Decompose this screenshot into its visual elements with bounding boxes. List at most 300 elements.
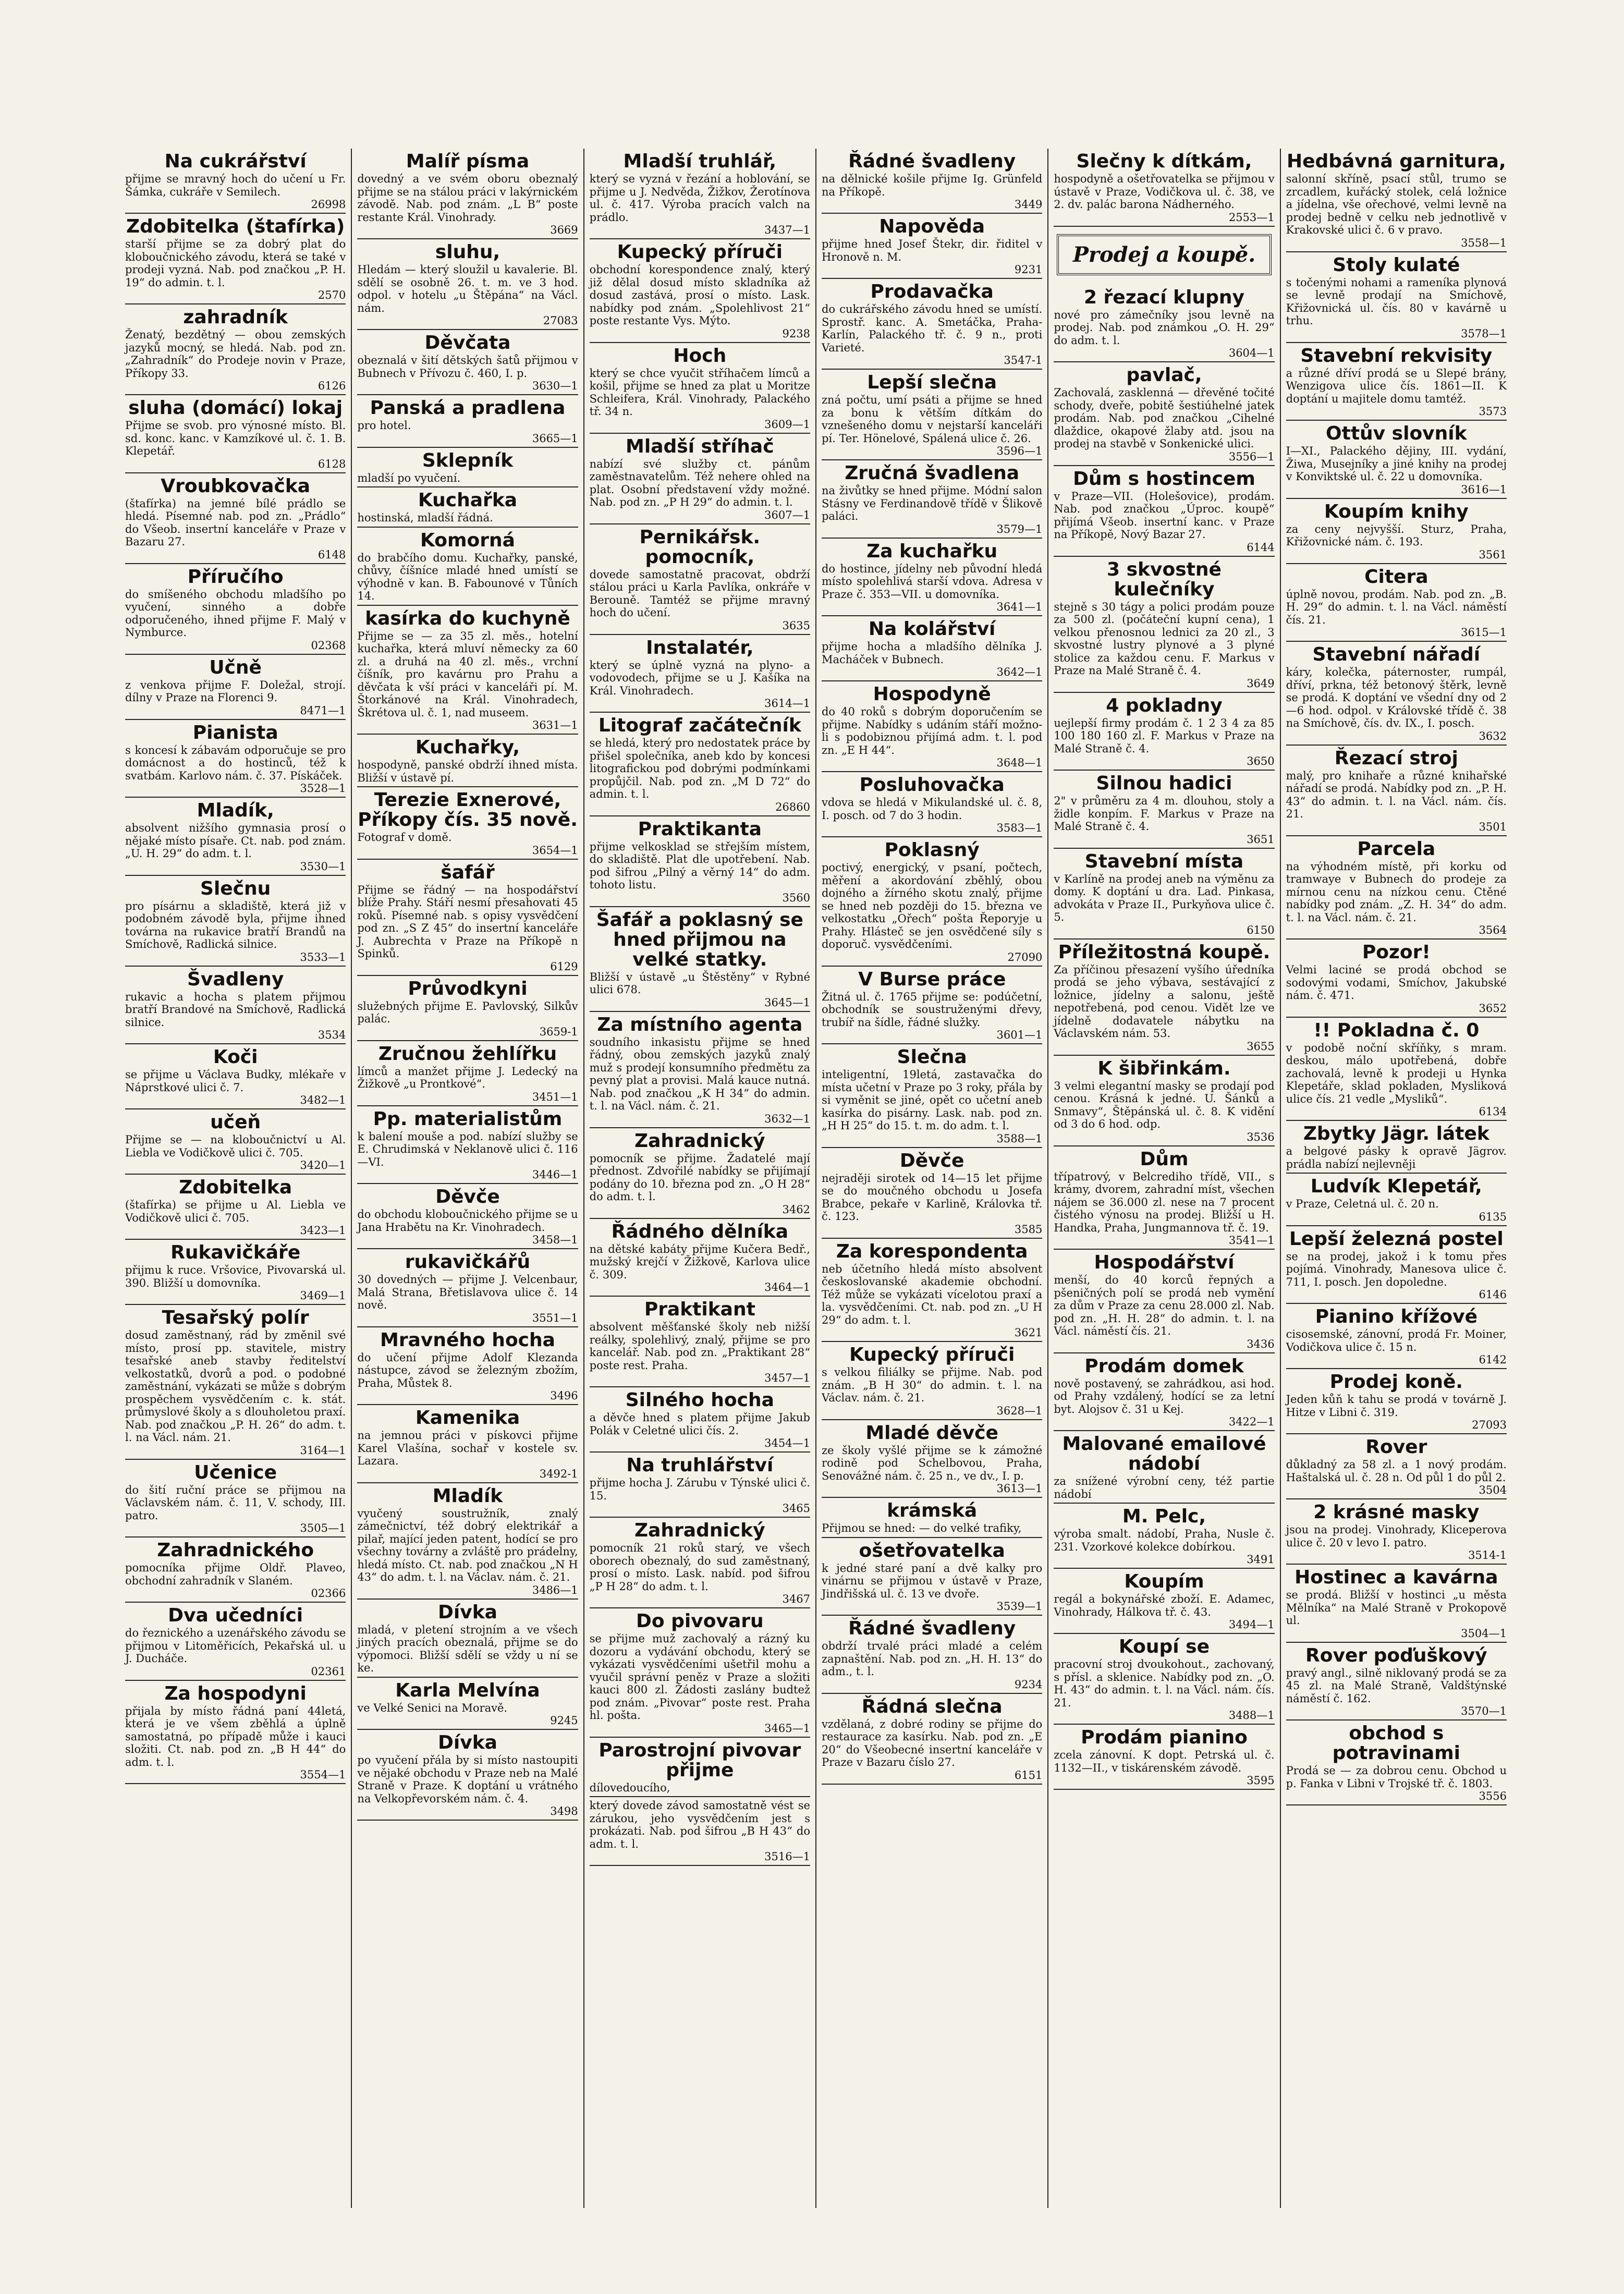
classified-ad (1054, 1569, 1274, 1634)
ad-reference-number: 3541—1 (1228, 1234, 1275, 1247)
column-2 (352, 149, 584, 2208)
ad-text: absolvent nižšího gymnasia prosí o nějaké místo písaře. Ct. nab. pod znám. „U. H. 29“ do adm. t. l. (125, 822, 346, 860)
classified-ad (1286, 343, 1507, 421)
ad-text: menší, do 40 korců řepných a pšeničných polí se prodá neb vymění za dům v Praze za cenu 28.000 zl. Nab. pod zn. „H. H. 28“ do admin. t. l. na Václ. náměstí čís. 21. (1054, 1274, 1275, 1337)
ad-headline: Děvče (899, 1150, 964, 1172)
ad-headline: Řezací stroj (1334, 747, 1458, 769)
ad-text: dovedný a ve svém oboru obeznalý přijme se na stálou práci v lakýrnickém závodě. Nab. pod znám. „L B“ poste restante Král. Vinohrady. (357, 173, 578, 224)
ad-reference-number: 3547-1 (1004, 354, 1043, 367)
ad-text: na živůtky se hned přijme. Módní salon Stásny ve Ferdinandově třídě v Šlikově paláci. (821, 484, 1043, 522)
ad-headline: Za kuchařku (866, 540, 998, 562)
classified-ad (590, 524, 810, 635)
column-5 (1048, 149, 1280, 2208)
ad-reference-number: 3609—1 (764, 418, 810, 431)
ad-headline: Kuchařky, (415, 737, 520, 758)
ad-reference-number: 3488—1 (1228, 1709, 1275, 1722)
classified-ad (822, 616, 1042, 681)
ad-headline: Napověda (879, 216, 985, 237)
column-6 (1281, 149, 1512, 2208)
classified-ad (1286, 252, 1507, 343)
ad-reference-number: 26860 (775, 800, 810, 813)
ad-headline: Komorná (420, 529, 515, 551)
classified-ad (357, 1249, 578, 1327)
ad-reference-number: 3454—1 (764, 1437, 810, 1449)
ad-headline: Dívka (438, 1732, 497, 1753)
ad-headline: M. Pelc, (1122, 1506, 1206, 1527)
ad-headline: Stavební rekvisity (1300, 345, 1493, 367)
ad-headline: !! Pokladna č. 0 (1313, 1019, 1480, 1041)
classified-ad (1054, 1250, 1274, 1353)
classified-ad (590, 1608, 810, 1738)
ad-headline: Dva učedníci (168, 1605, 303, 1626)
ad-reference-number: 3457—1 (764, 1372, 810, 1384)
ad-text: přijme hned Josef Štekr, dir. řiditel v Hronově n. M. (821, 238, 1043, 263)
classified-ad (590, 149, 810, 239)
ad-headline: Lepší železná postel (1289, 1228, 1504, 1250)
ad-text: absolvent měšťanské školy neb nižší reálky, spolehlivý, znalý, přijme se pro kancelář. Nab. pod zn. „Praktikant 28“ poste rest. Praha. (589, 1321, 810, 1372)
ad-reference-number: 3564 (1479, 924, 1507, 936)
ad-reference-number: 3486—1 (532, 1583, 578, 1596)
ad-reference-number: 3588—1 (996, 1132, 1043, 1145)
ad-headline: sluha (domácí) lokaj (128, 397, 343, 419)
ad-reference-number: 3496 (550, 1389, 578, 1402)
ad-headline: Praktikanta (638, 818, 762, 840)
ad-text: stejně s 30 tágy a polici prodám pouze za 500 zl. (počáteční kupní cena), 1 velkou přenosnou lednici za 20 zl., 3 skvostné lustry plynové a 3 plyné stolice za každou cenu. F. Markus v Praze na Malé Straně č. 4. (1054, 600, 1275, 677)
ad-headline: Zdobitelka (štafírka) (126, 216, 345, 237)
ad-text: neb účetního hledá místo absolvent českoslovanské akademie obchodní. Též může se vykázati vícelotou praxí a la. vysvědčeními. Ct. nab. pod zn. „U H 29“ do adm. t. l. (821, 1262, 1043, 1326)
ad-reference-number: 3604—1 (1228, 347, 1275, 359)
ad-reference-number: 3651 (1247, 833, 1275, 846)
classified-ad (590, 816, 810, 907)
ad-reference-number: 3504 (1479, 1484, 1507, 1496)
ad-headline: Parcela (1357, 838, 1436, 860)
ad-text: úplně novou, prodám. Nab. pod zn. „B. H. 29“ do admin. t. l. na Václ. náměstí čís. 21. (1286, 588, 1507, 626)
classified-ad (125, 967, 346, 1045)
ad-text: třípatrový, v Belcrediho třídě, VII., s krámy, dvorem, zahradní míst, všechen nájem se 36.000 zl. nese na 7 procent čistého výnosu na prodej. Bližší u H. Handka, Praha, Jungmannova tř. č. 19. (1054, 1170, 1275, 1234)
ad-reference-number: 02361 (311, 1665, 346, 1678)
classified-ad (125, 876, 346, 967)
ad-headline: Příležitostná koupě. (1058, 941, 1271, 963)
ad-text: 3 velmi elegantní masky se prodají pod cenou. Krásná k jedné. U. Šánků a Snmavy“, Štěpánská ul. č. 8. K vidění od 3 do 6 hod. odp. (1054, 1079, 1275, 1130)
ad-headline: V Burse práce (858, 968, 1006, 990)
classified-ad (1286, 499, 1507, 564)
ad-headline: Litograf začátečník (598, 715, 801, 736)
ad-headline: Dívka (438, 1601, 497, 1623)
section-banner: Prodej a koupě. (1057, 234, 1271, 275)
classified-ad (125, 564, 346, 655)
ad-reference-number: 3501 (1479, 820, 1507, 833)
ad-text: do hostince, jídelny neb původní hledá místo spolehlivá starší vdova. Adresa v Praze č. 353—VII. u domovníka. (821, 562, 1043, 601)
classified-ad (1286, 1304, 1507, 1369)
classified-ad (822, 539, 1042, 617)
ad-reference-number: 3645—1 (764, 996, 810, 1009)
ad-reference-number: 3536 (1247, 1130, 1275, 1143)
ad-reference-number: 3530—1 (300, 860, 346, 873)
ad-text: Velmi laciné se prodá obchod se sodovými vodami, Smíchov, Jakubské nám. č. 471. (1286, 963, 1507, 1002)
ad-reference-number: 3556—1 (1228, 450, 1275, 463)
ad-text: dílovedoucího, (589, 1781, 670, 1794)
ad-reference-number: 3631—1 (532, 719, 578, 731)
ad-reference-number: 3558—1 (1461, 236, 1507, 249)
ad-reference-number: 3534 (318, 1029, 346, 1041)
classified-ad (125, 1460, 346, 1538)
ad-headline: Slečnu (200, 877, 271, 899)
classified-ad (822, 837, 1042, 967)
classified-ad (357, 976, 578, 1041)
ad-headline: Prodám pianino (1081, 1727, 1248, 1748)
ad-text: se hledá, který pro nedostatek práce by přišel společníka, aneb kdo by koncesi litografickou pod dobrými podmínkami propůjčil. Nab. pod zn. „M D 72“ do admin. t. l. (589, 737, 810, 800)
classified-ad (357, 735, 578, 787)
ad-reference-number: 9245 (550, 1714, 578, 1727)
ad-text: který dovede závod samostatně vést se zárukou, jeho vysvědčením jest s prokázati. Nab. pod šifrou „B H 43“ do adm. t. l. (589, 1799, 810, 1850)
classified-ad (590, 343, 810, 434)
ad-text: služebných přijme E. Pavlovský, Silkův palác. (357, 999, 578, 1025)
ad-headline: Praktikant (644, 1299, 755, 1320)
ad-text: dosud zaměstnaný, rád by změnil své místo, prosí pp. stavitele, mistry tesařské aneb stavby ředitelství velkostatků, dvorů a pod. o podobné zaměstnání, vykázati se může s dobrým prospěchem vysvědčením c. k. stát. průmyslové školy a s dlouholetou praxí. Nab. pod značkou „P. H. 26“ do adm. t. l. na Václ. nám. 21. (125, 1329, 346, 1444)
ad-headline: Slečny k dítkám, (1076, 151, 1252, 172)
ad-text: obchodní korespondence znalý, který již dělal dosud místo skladníka až dosud zastává, prosí o místo. Lask. nabídky pod znám. „Spolehlivost 21“ poste restante Vys. Mýto. (589, 263, 810, 327)
ad-reference-number: 27083 (543, 314, 578, 327)
ad-headline: Prodám domek (1084, 1355, 1244, 1377)
ad-text: přijme se mravný hoch do učení u Fr. Šámka, cukráře v Semilech. (125, 173, 346, 198)
ad-text: s velkou filiálky se přijme. Nab. pod znám. „B H 30“ do admin. t. l. na Václav. nám. č. 21. (821, 1366, 1043, 1404)
classified-ad (1286, 1369, 1507, 1434)
classified-ad (357, 1483, 578, 1600)
ad-headline: Kuchařka (418, 490, 518, 511)
classified-ad (590, 1387, 810, 1453)
ad-text: mladá, v pletení strojním a ve všech jiných pracích obeznalá, přijme se do výpomoci. Bližší sdělí se vždy u ní se ke. (357, 1623, 578, 1674)
classified-ad (357, 239, 578, 330)
ad-text: přijme hocha a mladšího dělníka J. Macháček v Bubnech. (821, 640, 1043, 666)
ad-headline: Mladík, (197, 800, 274, 821)
classified-ad (590, 239, 810, 343)
classified-ad (822, 1538, 1042, 1616)
ad-reference-number: 3556 (1479, 1790, 1507, 1802)
classified-ad (1286, 1121, 1507, 1174)
ad-headline: ošetřovatelka (859, 1540, 1005, 1561)
ad-text: v Praze, Celetná ul. č. 20 n. (1286, 1198, 1439, 1210)
ad-reference-number: 3613—1 (996, 1482, 1043, 1495)
ad-headline: učeň (210, 1112, 261, 1133)
ad-reference-number: 9238 (782, 327, 810, 340)
classified-ad (590, 635, 810, 713)
classified-ad (357, 149, 578, 239)
ad-text: pomocníka přijme Oldř. Plaveo, obchodní zahradník v Slaném. (125, 1561, 346, 1587)
ad-reference-number: 3573 (1479, 405, 1507, 418)
classified-ad (1054, 1353, 1274, 1432)
ad-text: (štafírka) se přijme u Al. Liebla ve Vodičkově ulici č. 705. (125, 1199, 346, 1224)
ad-reference-number: 3614—1 (764, 697, 810, 710)
ad-reference-number: 3616—1 (1461, 483, 1507, 496)
ad-reference-number: 3579—1 (996, 522, 1043, 535)
classified-ad (1054, 1146, 1274, 1250)
ad-reference-number: 6150 (1247, 923, 1275, 936)
classified-ad (1286, 1174, 1507, 1226)
ad-text: Jeden kůň k tahu se prodá v továrně J. Hitze v Libni č. 319. (1286, 1393, 1507, 1419)
ad-reference-number: 6142 (1479, 1353, 1507, 1366)
classified-ad (125, 798, 346, 876)
ad-reference-number: 3551—1 (532, 1311, 578, 1324)
classified-ad (125, 655, 346, 720)
ad-reference-number: 6135 (1479, 1210, 1507, 1223)
ad-reference-number: 3482—1 (300, 1094, 346, 1106)
ad-text: hospodyně a ošetřovatelka se přijmou v ústavě v Praze, Vodičkova ul. č. 38, ve 2. dv. palác barona Nádherného. (1054, 173, 1275, 211)
ad-headline: Koči (213, 1046, 258, 1068)
ad-headline: 2 krásné masky (1313, 1502, 1480, 1523)
ad-text: límců a manžet přijme J. Ledecký na Žižkově „u Prontkové“. (357, 1065, 578, 1090)
classified-ad (1286, 836, 1507, 940)
classified-ad (357, 1184, 578, 1249)
ad-text: vyučený soustružník, znalý zámečnictví, též dobrý elektrikář a pilař, mající jeden patent, hodící se pro všechny továrny a zvláště pro prádelny, hledá místo. Ct. nab. pod značkou „N H 43“ do adm. t. l. na Václav. nám. č. 21. (357, 1507, 578, 1583)
ad-headline: Průvodkyni (408, 978, 528, 999)
classified-ad (590, 1219, 810, 1297)
ad-headline: Lepší slečna (867, 372, 997, 393)
ad-text: Přijme se svob. pro výnosné místo. Bl. sd. konc. kanc. v Kamzíkové ul. č. 1. B. Klepetář. (125, 419, 346, 457)
ad-headline: Dům (1140, 1148, 1189, 1170)
classified-ad (357, 1106, 578, 1185)
classified-ad (125, 1109, 346, 1175)
ad-headline: Učně (209, 656, 262, 678)
ad-reference-number: 3533—1 (300, 950, 346, 963)
classified-ad (1054, 1725, 1274, 1790)
classified-ad (1054, 362, 1274, 466)
classified-ad (1054, 466, 1274, 557)
classified-ad (590, 1297, 810, 1387)
ad-text: káry, kolečka, páternoster, rumpál, dříví, prkna, též betonový štěrk, levně se prodá. K doptání ve všední dny od 2—6 hod. odpol. v Královské třídě č. 38 na Smíchově, čís. dv. IX., I. posch. (1286, 666, 1507, 729)
classified-ad (1054, 1056, 1274, 1146)
ad-headline: Zručnou žehlířku (378, 1043, 557, 1065)
ad-reference-number: 3650 (1247, 755, 1275, 767)
ad-headline: Zahradnického (157, 1540, 314, 1561)
ad-text: pomocník se přijme. Žadatelé mají přednost. Zdvořilé nabídky se přijímají podány do 10. března pod zn. „O H 28“ do adm. t. l. (589, 1152, 810, 1203)
ad-reference-number: 6126 (318, 380, 346, 392)
ad-headline: krámská (887, 1500, 978, 1521)
ad-headline: K šibřinkám. (1097, 1057, 1231, 1079)
ad-reference-number: 3669 (550, 224, 578, 236)
ad-reference-number: 3458—1 (532, 1234, 578, 1246)
ad-reference-number: 3498 (550, 1805, 578, 1817)
classified-ad (590, 1738, 810, 1798)
ad-headline: Rukavičkáře (170, 1242, 301, 1263)
ad-headline: Pernikářsk. pomocník, (639, 526, 761, 568)
ad-text: který se vyzná v řezání a hoblování, se přijme u J. Nedvěda, Žižkov, Žerotínova ul. č. 417. Výroba pracích valch na prádlo. (589, 173, 810, 224)
classified-ad (590, 1797, 810, 1866)
classified-ad (357, 1730, 578, 1821)
ad-text: obeznalá v šití dětských šatů přijmou v Bubnech v Přívozu č. 460, I. p. (357, 354, 578, 380)
ad-reference-number: 3467 (782, 1593, 810, 1605)
ad-reference-number: 8471—1 (300, 704, 346, 717)
ad-headline: Silnou hadici (1096, 773, 1232, 794)
ad-headline: rukavičkářů (405, 1251, 531, 1273)
ad-headline: Kupecký příruči (617, 241, 783, 263)
ad-text: rukavic a hocha s platem přijmou bratří Brandové na Smíchově, Radlická silnice. (125, 990, 346, 1029)
ad-reference-number: 3164—1 (300, 1444, 346, 1457)
ad-text: do cukrářského závodu hned se umístí. Sprostř. kanc. A. Smetáčka, Praha-Karlín, Palackého tř. č. 9 n., proti Varieté. (821, 303, 1043, 354)
ad-reference-number: 3628—1 (996, 1404, 1043, 1417)
ad-reference-number: 3491 (1247, 1553, 1275, 1566)
ad-headline: Zahradnický (634, 1130, 765, 1152)
ad-headline: Prodavačka (870, 281, 994, 302)
ad-headline: Vroubkovačka (161, 475, 311, 497)
ad-headline: Sklepník (422, 449, 514, 471)
ad-headline: Koupí se (1118, 1636, 1210, 1657)
classified-ad (822, 149, 1042, 214)
ad-reference-number: 3451—1 (532, 1090, 578, 1103)
classified-ad (125, 304, 346, 395)
ad-text: 2" v průměru za 4 m. dlouhou, stoly a židle konpím. F. Markus v Praze na Malé Straně č. 4. (1054, 795, 1275, 833)
ad-headline: Ludvík Klepetář, (1310, 1176, 1482, 1197)
ad-reference-number: 6134 (1479, 1105, 1507, 1118)
ad-headline: 2 řezací klupny (1083, 286, 1244, 308)
ad-text: mladší po vyučení. (357, 471, 461, 484)
classified-ad (1054, 557, 1274, 693)
ad-reference-number: 6151 (1014, 1768, 1043, 1781)
ad-reference-number: 3649 (1247, 677, 1275, 690)
ad-reference-number: 3632 (1479, 729, 1507, 742)
ad-text: Přijme se — na kloboučnictví u Al. Liebla ve Vodičkově ulici č. 705. (125, 1133, 346, 1159)
ad-reference-number: 3423—1 (300, 1224, 346, 1237)
ad-text: do učení přijme Adolf Klezanda nástupce, závod se železným zbožím, Praha, Můstek 8. (357, 1351, 578, 1389)
ad-headline: Děvče (435, 1186, 500, 1207)
ad-headline: Koupím knihy (1324, 501, 1469, 522)
ad-text: k jedné staré paní a dvě kalky pro vinárnu se přijmou v ústavě v Praze, Jindřišská ul. č. 13 ve dvoře. (821, 1561, 1043, 1600)
ad-reference-number: 3665—1 (532, 432, 578, 445)
classified-ad (1286, 1434, 1507, 1499)
classified-ad (357, 787, 578, 860)
classified-ad (822, 279, 1042, 370)
ad-headline: Ottův slovník (1326, 423, 1467, 444)
ad-reference-number: 26998 (311, 198, 346, 211)
ad-text: za snížené výrobní ceny, též partie nádobí (1054, 1475, 1275, 1500)
ad-reference-number: 3635 (782, 619, 810, 632)
ad-text: (štafírka) na jemné bílé prádlo se hledá. Písemné nab. pod zn. „Prádlo“ do Všeob. insertní kanceláře v Praze v Bazaru 27. (125, 497, 346, 548)
ad-headline: Řádné švadleny (848, 1618, 1016, 1639)
classified-ad (125, 720, 346, 798)
column-4 (816, 149, 1048, 2208)
classified-ad (1054, 693, 1274, 771)
ad-headline: Příručího (187, 566, 284, 588)
ad-headline: Zručná švadlena (845, 462, 1020, 484)
ad-text: pracovní stroj dvoukohout., zachovaný, s přísl. a sklenice. Nabídky pod zn. „O. H. 43“ do admin. t. l. na Václ. nám. čís. 21. (1054, 1658, 1275, 1709)
ad-headline: Slečna (897, 1046, 967, 1068)
classified-ad (590, 434, 810, 524)
ad-text: starší přijme se za dobrý plat do kloboučnického závodu, která se také v prodeji vyzná. Nab. pod značkou „P. H. 19“ do admin. t. l. (125, 238, 346, 289)
ad-headline: Švadleny (187, 968, 284, 990)
classified-ad (822, 1342, 1042, 1420)
ad-reference-number: 3504—1 (1461, 1627, 1507, 1640)
ad-text: Prodá se — za dobrou cenu. Obchod u p. Fanka v Libni v Trojské tř. č. 1803. (1286, 1764, 1507, 1790)
ad-headline: Mravného hocha (380, 1329, 555, 1351)
ad-text: 30 dovedných — přijme J. Velcenbaur, Malá Strana, Břetislavova ulice č. 14 nově. (357, 1273, 578, 1311)
classified-columns (120, 149, 1512, 2208)
ad-text: ze školy vyšlé přijme se k zámožné rodině pod Schelbovou, Praha, Senovážné nám. č. 25 n., ve dv., I. p. (821, 1444, 1043, 1482)
classified-ad (822, 1616, 1042, 1694)
classified-ad (357, 1678, 578, 1730)
classified-ad (125, 395, 346, 473)
ad-text: Bližší v ústavě „u Štěstěny“ v Rybné ulici 678. (589, 970, 810, 996)
ad-reference-number: 3585 (1014, 1223, 1043, 1236)
classified-ad (1286, 1643, 1507, 1721)
ad-headline: Pianista (192, 722, 278, 743)
classified-ad (1286, 746, 1507, 836)
ad-text: nabízí své služby ct. pánům zaměstnavatelům. Též nehere ohled na plat. Osobní představení vždy možné. Nab. pod zn. „P H 29“ do admin. t. l. (589, 457, 810, 508)
ad-text: z venkova přijme F. Doležal, strojí. dílny v Praze na Florenci 9. (125, 678, 346, 704)
column-3 (584, 149, 816, 2208)
ad-reference-number: 2570 (318, 289, 346, 301)
ad-text: malý, pro knihaře a různé knihařské nářadí se prodá. Nabídky pod zn. „P. H. 43“ do admin. t. l. na Václ. nám. čís. 21. (1286, 769, 1507, 820)
ad-text: a belgové pásky k opravě Jägrov. prádla nabízí nejlevněji (1286, 1145, 1507, 1170)
ad-reference-number: 6148 (318, 548, 346, 561)
ad-text: v podobě noční skříňky, s mram. deskou, málo upotřebená, dobře zachovalá, levně k prodeji u Hynka Klepetáře, sklad pokladen, Mysliková ulice čís. 21 vedle „Mysliků“. (1286, 1041, 1507, 1105)
ad-headline: Mladší truhlář, (623, 151, 777, 172)
ad-text: pro písárnu a skladiště, která již v podobném závodě byla, přijme ihned továrna na rukavice bratří Brandů na Smíchově, Radlická silnice. (125, 899, 346, 950)
classified-ad (125, 1538, 346, 1603)
column-1 (120, 149, 352, 2208)
ad-text: a různé dříví prodá se u Slepé brány, Wenzigova ulice čís. 1861—II. K doptání u majitele domu tamtéž. (1286, 367, 1507, 405)
ad-text: se přijme u Václava Budky, mlékaře v Náprstkové ulici č. 7. (125, 1068, 346, 1094)
ad-text: do šití ruční práce se přijmou na Václavském nám. č. 11, V. schody, III. patro. (125, 1483, 346, 1522)
ad-reference-number: 02368 (311, 639, 346, 652)
classified-ad (822, 1420, 1042, 1498)
classified-ad (357, 1041, 578, 1106)
ad-text: Fotograf v domě. (357, 831, 452, 844)
ad-headline: Prodej koně. (1329, 1371, 1463, 1393)
ad-reference-number: 3436 (1247, 1337, 1275, 1350)
ad-headline: Šafář a poklasný se hned přijmou na velké statky. (596, 909, 803, 970)
ad-text: po vyučení přála by si místo nastoupiti ve nějaké obchodu v Praze neb na Malé Straně v Praze. K doptání u vrátného na Velkopřevorském nám. č. 4. (357, 1754, 578, 1805)
ad-reference-number: 6129 (550, 960, 578, 973)
classified-ad (1054, 939, 1274, 1056)
ad-headline: Za korespondenta (836, 1240, 1028, 1262)
ad-text: Ženatý, bezdětný — obou zemských jazyků mocný, se hledá. Nab. pod zn. „Zahradník“ do Prodeje novin v Praze, Příkopy 33. (125, 328, 346, 380)
ad-headline: Dům s hostincem (1073, 468, 1255, 490)
ad-text: se na prodej, jakož i k tomu přes pojímá. Vinohrady, Manesova ulice č. 711, I. posch. Jen dopoledne. (1286, 1250, 1507, 1288)
ad-reference-number: 27090 (1007, 950, 1043, 963)
ad-reference-number: 3655 (1247, 1040, 1275, 1053)
ad-headline: Kamenika (415, 1407, 520, 1429)
ad-reference-number: 3464—1 (764, 1281, 810, 1294)
ad-text: s točenými nohami a rameníka plynová se levně prodají na Smíchově, Křižovnická ul. čís. 80 v kavárně u trhu. (1286, 276, 1507, 327)
classified-ad (822, 772, 1042, 837)
ad-reference-number: 3492-1 (539, 1467, 578, 1480)
ad-reference-number: 3462 (782, 1203, 810, 1216)
ad-reference-number: 3554—1 (300, 1768, 346, 1781)
ad-reference-number: 3505—1 (300, 1522, 346, 1534)
classified-ad (822, 1148, 1042, 1239)
ad-text: se přijme muž zachovalý a rázný ku dozoru a vydávání obchodu, který se vykázati vysvědčeními ušetřil mohu a vyučil správní peněz v Praze a složiti kauci 800 zl. Žádosti zaslány budtež pod znám. „Pivovar“ poste rest. Praha hl. pošta. (589, 1632, 810, 1722)
ad-reference-number: 3621 (1014, 1326, 1043, 1339)
ad-headline: Malíř písma (406, 151, 530, 172)
classified-ad (822, 1694, 1042, 1785)
ad-headline: Hostinec a kavárna (1295, 1567, 1498, 1588)
ad-text: k balení mouše a pod. nabízí služby se E. Chrudimská v Neklanově ulici č. 116—VI. (357, 1130, 578, 1168)
ad-headline: sluhu, (435, 241, 500, 263)
ad-headline: Tesařský polír (162, 1307, 309, 1328)
classified-ad (357, 330, 578, 395)
classified-ad (590, 1518, 810, 1608)
ad-headline: obchod s potravinami (1332, 1723, 1460, 1764)
classified-ad (822, 1239, 1042, 1343)
ad-reference-number: 3561 (1479, 548, 1507, 561)
ad-headline: Na cukrářství (164, 151, 307, 172)
ad-reference-number: 3465—1 (764, 1722, 810, 1735)
ad-text: který se úplně vyzná na plyno- a vodovodech, přijme se u J. Kašíka na Král. Vinohradech. (589, 658, 810, 697)
ad-text: nejraději sirotek od 14—15 let přijme se do moučného obchodu u Josefa Brabce, pekaře v Karlině, Královka tř. č. 123. (821, 1172, 1043, 1223)
classified-ad (822, 967, 1042, 1045)
classified-ad (822, 1044, 1042, 1148)
ad-reference-number: 3449 (1014, 198, 1043, 211)
classified-ad (590, 1012, 810, 1128)
